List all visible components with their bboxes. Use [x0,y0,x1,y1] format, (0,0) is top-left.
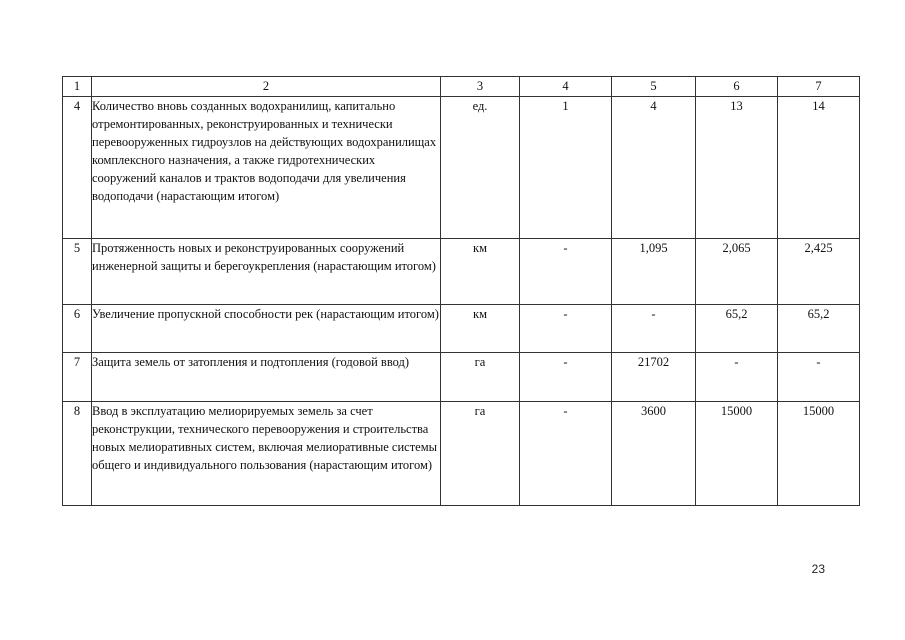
unit-cell: км [441,305,520,353]
unit-cell: га [441,402,520,506]
value-col6: 15000 [696,402,778,506]
row-number: 8 [63,402,92,506]
value-col4: - [520,402,612,506]
table-row [63,402,860,506]
value-col7: 65,2 [778,305,860,353]
table-row [63,305,860,353]
value-col5: 21702 [612,353,696,402]
row-number: 6 [63,305,92,353]
row-number: 7 [63,353,92,402]
header-cell: 2 [92,77,441,97]
value-col4: 1 [520,97,612,239]
header-cell: 5 [612,77,696,97]
indicator-name: Ввод в эксплуатацию мелиорируемых земель за счет реконструкции, технического перевооружения и строительства новых мелиоративных систем, включая мелиоративные системы общего и индивидуального пользования (нарастающим итогом) [92,402,441,506]
value-col7: 15000 [778,402,860,506]
value-col6: 65,2 [696,305,778,353]
header-cell: 3 [441,77,520,97]
value-col7: 2,425 [778,239,860,305]
value-col5: 3600 [612,402,696,506]
row-number: 4 [63,97,92,239]
value-col5: - [612,305,696,353]
table-row [63,97,860,239]
value-col4: - [520,305,612,353]
table-row [63,239,860,305]
value-col6: 13 [696,97,778,239]
value-col5: 1,095 [612,239,696,305]
unit-cell: км [441,239,520,305]
indicator-name: Протяженность новых и реконструированных сооружений инженерной защиты и берегоукрепления (нарастающим итогом) [92,239,441,305]
page-number: 23 [811,562,825,576]
header-cell: 7 [778,77,860,97]
value-col6: - [696,353,778,402]
table-row [63,353,860,402]
unit-cell: ед. [441,97,520,239]
header-row [63,77,860,97]
indicators-table [62,76,860,506]
value-col7: 14 [778,97,860,239]
value-col5: 4 [612,97,696,239]
row-number: 5 [63,239,92,305]
unit-cell: га [441,353,520,402]
indicator-name: Количество вновь созданных водохранилищ, капитально отремонтированных, реконструированных и технически перевооруженных гидроузлов на действующих водохранилищах комплексного назначения, а также гидротехнических сооружений каналов и трактов водоподачи для увеличения водоподачи (нарастающим итогом) [92,97,441,239]
header-cell: 4 [520,77,612,97]
value-col4: - [520,239,612,305]
value-col6: 2,065 [696,239,778,305]
header-cell: 6 [696,77,778,97]
value-col4: - [520,353,612,402]
value-col7: - [778,353,860,402]
header-cell: 1 [63,77,92,97]
indicator-name: Увеличение пропускной способности рек (нарастающим итогом) [92,305,441,353]
indicator-name: Защита земель от затопления и подтопления (годовой ввод) [92,353,441,402]
